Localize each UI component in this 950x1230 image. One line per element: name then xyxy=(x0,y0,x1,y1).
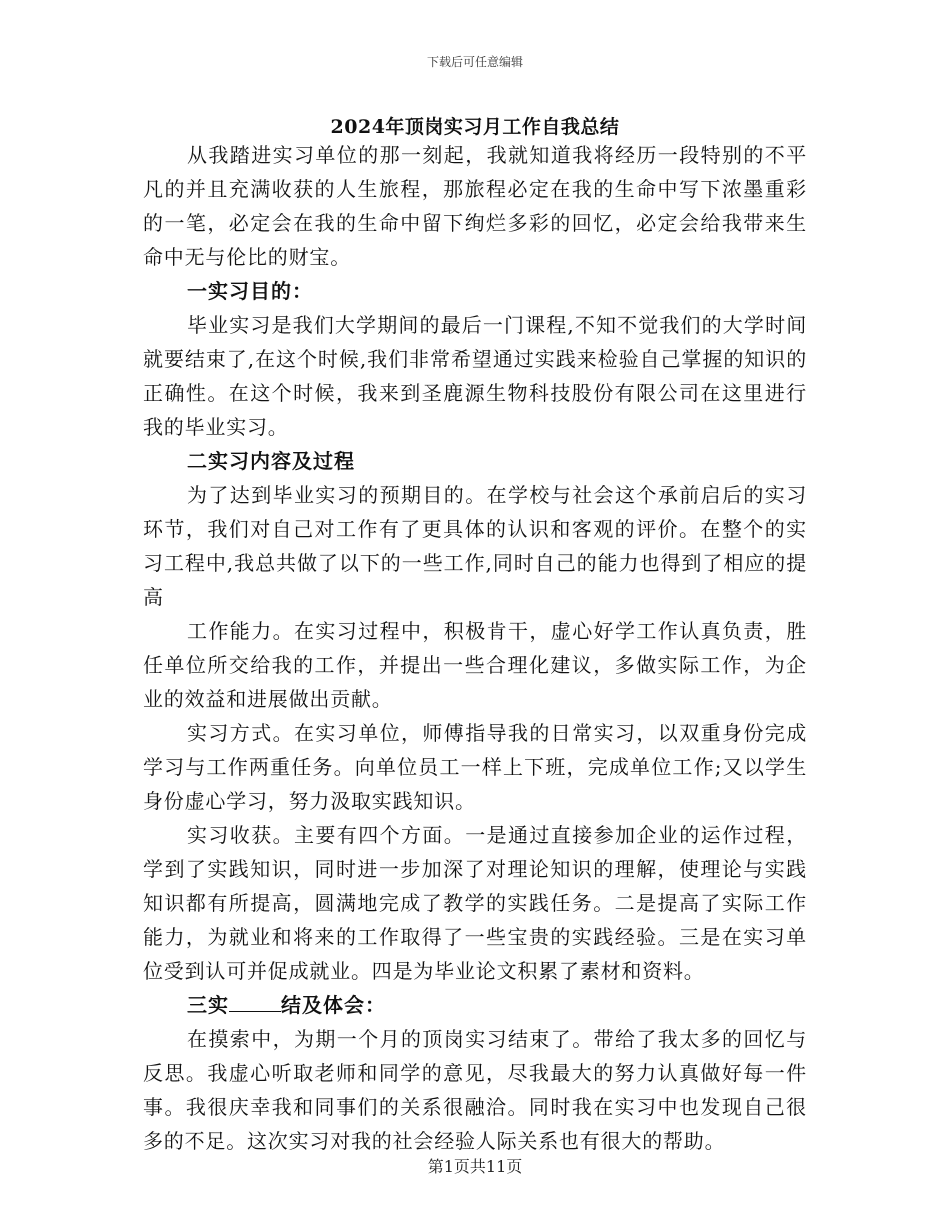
header-note: 下载后可任意编辑 xyxy=(426,55,523,69)
summary-heading-part1: 三实 xyxy=(187,993,229,1017)
content-paragraph-4: 实习收获。主要有四个方面。一是通过直接参加企业的运作过程，学到了实践知识，同时进一步加深了对理论知识的理解，使理论与实践知识都有所提高，圆满地完成了教学的实践任务。二是提高了实际工作能力，为就业和将来的工作取得了一些宝贵的实践经验。三是在实习单位受到认可并促成就业。四是为毕业论文积累了素材和资料。 xyxy=(143,823,807,983)
section-heading-content: 二实习内容及过程 xyxy=(187,449,355,473)
page-indicator: 第1页共11页 xyxy=(427,1157,523,1176)
document-title: 2024年顶岗实习月工作自我总结 xyxy=(330,116,620,138)
intro-paragraph: 从我踏进实习单位的那一刻起，我就知道我将经历一段特别的不平凡的并且充满收获的人生旅程，那旅程必定在我的生命中写下浓墨重彩的一笔，必定会在我的生命中留下绚烂多彩的回忆，必定会给我带来生命中无与伦比的财宝。 xyxy=(143,143,807,269)
section-heading-purpose: 一实习目的： xyxy=(187,279,313,303)
content-paragraph-2: 工作能力。在实习过程中，积极肯干，虚心好学工作认真负责，胜任单位所交给我的工作，并提出一些合理化建议，多做实际工作，为企业的效益和进展做出贡献。 xyxy=(143,619,807,711)
document-body xyxy=(143,138,807,1158)
content-paragraph-3: 实习方式。在实习单位，师傅指导我的日常实习，以双重身份完成学习与工作两重任务。向单位员工一样上下班，完成单位工作;又以学生身份虚心学习，努力汲取实践知识。 xyxy=(143,721,807,813)
content-paragraph-1: 为了达到毕业实习的预期目的。在学校与社会这个承前启后的实习环节，我们对自己对工作有了更具体的认识和客观的评价。在整个的实习工程中,我总共做了以下的一些工作,同时自己的能力也得到了相应的提高 xyxy=(143,483,807,609)
summary-paragraph: 在摸索中，为期一个月的顶岗实习结束了。带给了我太多的回忆与反思。我虚心听取老师和同学的意见，尽我最大的努力认真做好每一件事。我很庆幸我和同事们的关系很融洽。同时我在实习中也发现自己很多的不足。这次实习对我的社会经验人际关系也有很大的帮助。 xyxy=(143,1027,807,1153)
purpose-paragraph: 毕业实习是我们大学期间的最后一门课程,不知不觉我们的大学时间就要结束了,在这个时候,我们非常希望通过实践来检验自己掌握的知识的正确性。在这个时候，我来到圣鹿源生物科技股份有限公司在这里进行我的毕业实习。 xyxy=(143,313,807,439)
blank-underline xyxy=(229,993,281,1012)
summary-heading-part2: 结及体会： xyxy=(281,993,386,1017)
section-heading-summary xyxy=(143,988,807,1022)
